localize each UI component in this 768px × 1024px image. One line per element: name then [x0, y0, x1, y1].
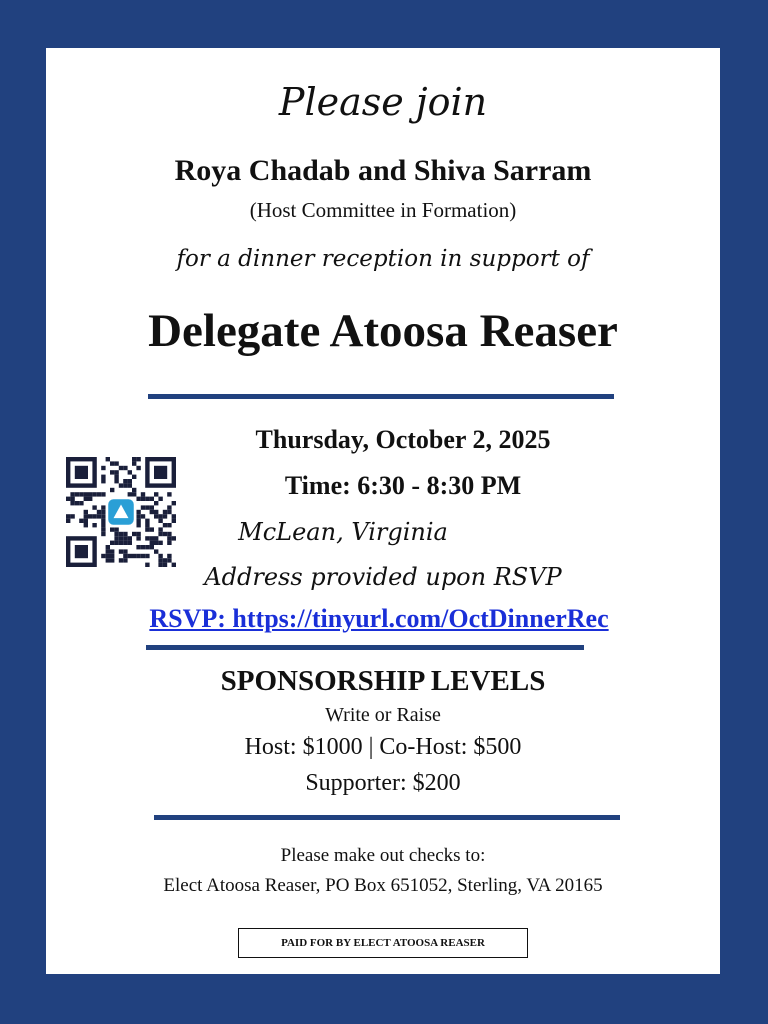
candidate-name: Delegate Atoosa Reaser — [148, 305, 618, 357]
reception-text: for a dinner reception in support of — [176, 246, 590, 272]
divider-bottom — [154, 815, 620, 820]
paid-for-text: PAID FOR BY ELECT ATOOSA REASER — [281, 937, 485, 949]
event-location: McLean, Virginia — [238, 518, 448, 546]
event-time: Time: 6:30 - 8:30 PM — [284, 471, 522, 500]
paid-for-disclaimer — [238, 928, 528, 958]
invitation-card — [46, 48, 720, 974]
sponsorship-heading: SPONSORSHIP LEVELS — [220, 665, 546, 697]
sponsorship-supporter: Supporter: $200 — [305, 770, 461, 796]
checks-instruction: Please make out checks to: — [280, 845, 486, 866]
checks-address: Elect Atoosa Reaser, PO Box 651052, Sterling, VA 20165 — [163, 875, 603, 896]
host-committee-note: (Host Committee in Formation) — [249, 198, 517, 222]
hosts-names: Roya Chadab and Shiva Sarram — [174, 154, 592, 187]
event-date: Thursday, October 2, 2025 — [255, 425, 551, 454]
divider-middle — [146, 645, 584, 650]
rsvp-link[interactable]: RSVP: https://tinyurl.com/OctDinnerRec — [149, 604, 609, 633]
sponsorship-levels: Host: $1000 | Co-Host: $500 — [244, 734, 522, 760]
please-join-text: Please join — [278, 80, 488, 124]
divider-top — [148, 394, 614, 399]
sponsorship-subheading: Write or Raise — [325, 704, 441, 726]
address-note: Address provided upon RSVP — [204, 563, 562, 591]
qr-code-icon[interactable] — [66, 457, 176, 567]
